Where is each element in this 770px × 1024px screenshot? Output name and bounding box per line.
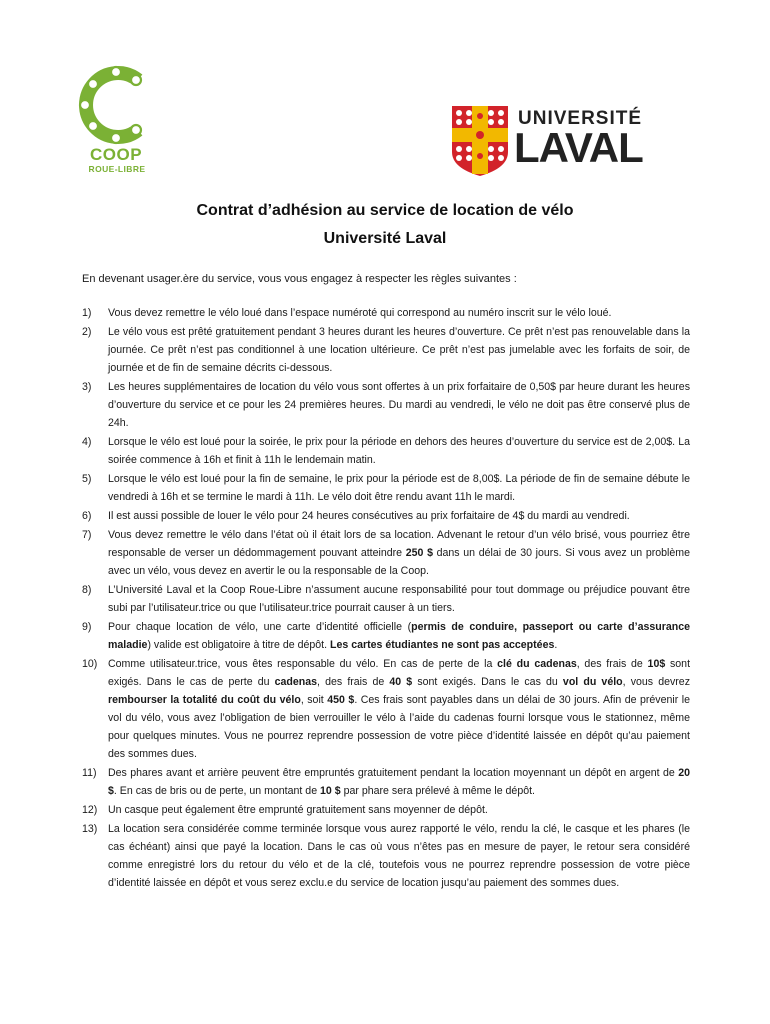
rule-number: 2)	[82, 326, 92, 338]
rule-text: , vous devrez	[622, 676, 690, 688]
rule-text-bold: 40 $	[389, 676, 413, 688]
rule-text: Les heures supplémentaires de location du vélo vous sont offertes à un prix forfaitaire de 0,50$ par heure durant les heures d’ouverture du service et ce pour les 24 premières heures. Du mardi au vendredi, le vélo ne doit pas être conservé plus de 24h.	[108, 381, 690, 429]
rule-item	[82, 801, 690, 819]
rule-text: , soit	[300, 694, 328, 706]
coop-logo-subtitle: ROUE-LIBRE	[88, 164, 146, 174]
rule-item	[82, 581, 690, 617]
universite-laval-logo	[450, 104, 643, 180]
rule-text: , des frais de	[576, 658, 648, 670]
rule-text: Il est aussi possible de louer le vélo pour 24 heures consécutives au prix forfaitaire de 4$ du mardi au vendredi.	[108, 510, 630, 522]
rule-item	[82, 433, 690, 469]
rule-text: . Ces frais sont payables dans un délai de 30 jours. Afin de prévenir le vol du vélo, vous avez l’obligation de bien verrouiller le vélo à l’aide du cadenas fourni lorsque vous le stationnez, même pour quelques minutes. Vous ne pourrez reprendre possession de votre pièce d’identité laissée en dépôt qu’au paiement des sommes dues.	[108, 694, 690, 760]
rule-number: 6)	[82, 510, 92, 522]
rule-number: 11)	[82, 767, 97, 779]
rule-text: .	[554, 639, 558, 651]
rule-text-bold: 10$	[647, 658, 666, 670]
rule-item	[82, 526, 690, 580]
rule-text: Lorsque le vélo est loué pour la soirée, le prix pour la période en dehors des heures d’ouverture du service est de 2,00$. La soirée commence à 16h et finit à 11h le lendemain matin.	[108, 436, 690, 466]
rule-item	[82, 655, 690, 763]
coop-logo-name: COOP	[89, 145, 143, 164]
intro-text: En devenant usager.ère du service, vous vous engagez à respecter les règles suivantes :	[82, 273, 517, 285]
rule-number: 13)	[82, 823, 98, 835]
rule-text: . En cas de bris ou de perte, un montant de	[113, 785, 321, 797]
coop-chain-ring-icon	[76, 62, 156, 148]
laval-logo-line2: LAVAL	[514, 124, 643, 171]
rule-number: 5)	[82, 473, 92, 485]
rule-number: 3)	[82, 381, 92, 393]
rule-text: sont exigés. Dans le cas de perte du	[108, 658, 691, 688]
rule-item	[82, 378, 690, 432]
rule-item	[82, 820, 690, 892]
rule-item	[82, 618, 690, 654]
rule-text: Des phares avant et arrière peuvent être empruntés gratuitement pendant la location moyennant un dépôt en argent de	[108, 767, 679, 779]
rule-text: , des frais de	[317, 676, 390, 688]
rule-text: L’Université Laval et la Coop Roue-Libre n’assument aucune responsabilité pour tout dommage ou préjudice pouvant être subi par l’utilisateur.trice ou que l’utilisateur.trice pourrait causer à un tiers.	[108, 584, 690, 614]
rule-text: Pour chaque location de vélo, une carte d’identité officielle (	[108, 621, 412, 633]
rule-text-bold: 10 $	[320, 785, 341, 797]
rule-text: par phare sera prélevé à même le dépôt.	[340, 785, 535, 797]
rule-text-bold: 250 $	[405, 547, 433, 559]
rule-number: 1)	[82, 307, 92, 319]
rule-item	[82, 507, 690, 525]
rule-text-bold: permis de conduire, passeport ou carte d’assurance maladie	[108, 621, 690, 651]
rule-text-bold: vol du vélo	[562, 676, 623, 688]
laval-shield-icon	[450, 104, 510, 178]
rule-item	[82, 304, 690, 322]
laval-logo-line1: UNIVERSITÉ	[518, 108, 643, 129]
rule-text-bold: Les cartes étudiantes ne sont pas acceptées	[330, 639, 555, 651]
rule-number: 4)	[82, 436, 92, 448]
rule-text: Vous devez remettre le vélo dans l’état où il était lors de sa location. Advenant le retour d’un vélo brisé, vous pourriez être responsable de verser un dédommagement pouvant atteindre	[108, 529, 690, 559]
rule-text-bold: cadenas	[274, 676, 318, 688]
rule-item	[82, 764, 690, 800]
document-title: Contrat d’adhésion au service de location de vélo	[196, 202, 574, 219]
rule-text: Le vélo vous est prêté gratuitement pendant 3 heures durant les heures d’ouverture. Ce prêt n’est pas renouvelable dans la journée. Ce prêt n’est pas conditionnel à une location ultérieure. Ce prêt n’est pas jumelable avec les forfaits de soir, de journée et de fin de semaine décrits ci-dessous.	[108, 326, 690, 374]
document-subtitle: Université Laval	[323, 230, 447, 247]
rule-number: 10)	[82, 658, 98, 670]
rule-number: 8)	[82, 584, 92, 596]
rule-number: 7)	[82, 529, 92, 541]
rule-text: ) valide est obligatoire à titre de dépôt.	[147, 639, 331, 651]
rule-text: Vous devez remettre le vélo loué dans l’espace numéroté qui correspond au numéro inscrit sur le vélo loué.	[108, 307, 612, 319]
rule-text-bold: rembourser la totalité du coût du vélo	[108, 694, 301, 706]
rule-number: 12)	[82, 804, 98, 816]
rule-text: La location sera considérée comme terminée lorsque vous aurez rapporté le vélo, rendu la clé, le casque et les phares (le cas échéant) ainsi que payé la location. Dans le cas où vous n’êtes pas en mesure de payer, le retour sera considéré comme enregistré lors du retour du vélo et de la clé, toutefois vous ne pourrez reprendre possession de votre pièce d’identité laissée en dépôt et vous serez exclu.e du service de location jusqu’au paiement des sommes dues.	[108, 823, 690, 889]
rule-text-bold: clé du cadenas	[497, 658, 577, 670]
rule-number: 9)	[82, 621, 92, 633]
rule-item	[82, 470, 690, 506]
rule-text: Lorsque le vélo est loué pour la fin de semaine, le prix pour la période est de 8,00$. La période de fin de semaine débute le vendredi à 16h et se termine le mardi à 11h. Le vélo doit être rendu avant 11h le mardi.	[108, 473, 690, 503]
rule-item	[82, 323, 690, 377]
rule-text: dans un délai de 30 jours. Si vous avez un problème avec un vélo, vous devez en avertir le ou la responsable de la Coop.	[108, 547, 690, 577]
rule-text: Un casque peut également être emprunté gratuitement sans moyenner de dépôt.	[108, 804, 488, 816]
rules-list	[82, 304, 690, 893]
rule-text-bold: 450 $	[327, 694, 355, 706]
rule-text: sont exigés. Dans le cas du	[412, 676, 563, 688]
rule-text-bold: 20 $	[108, 767, 690, 797]
rule-text: Comme utilisateur.trice, vous êtes responsable du vélo. En cas de perte de la	[108, 658, 498, 670]
